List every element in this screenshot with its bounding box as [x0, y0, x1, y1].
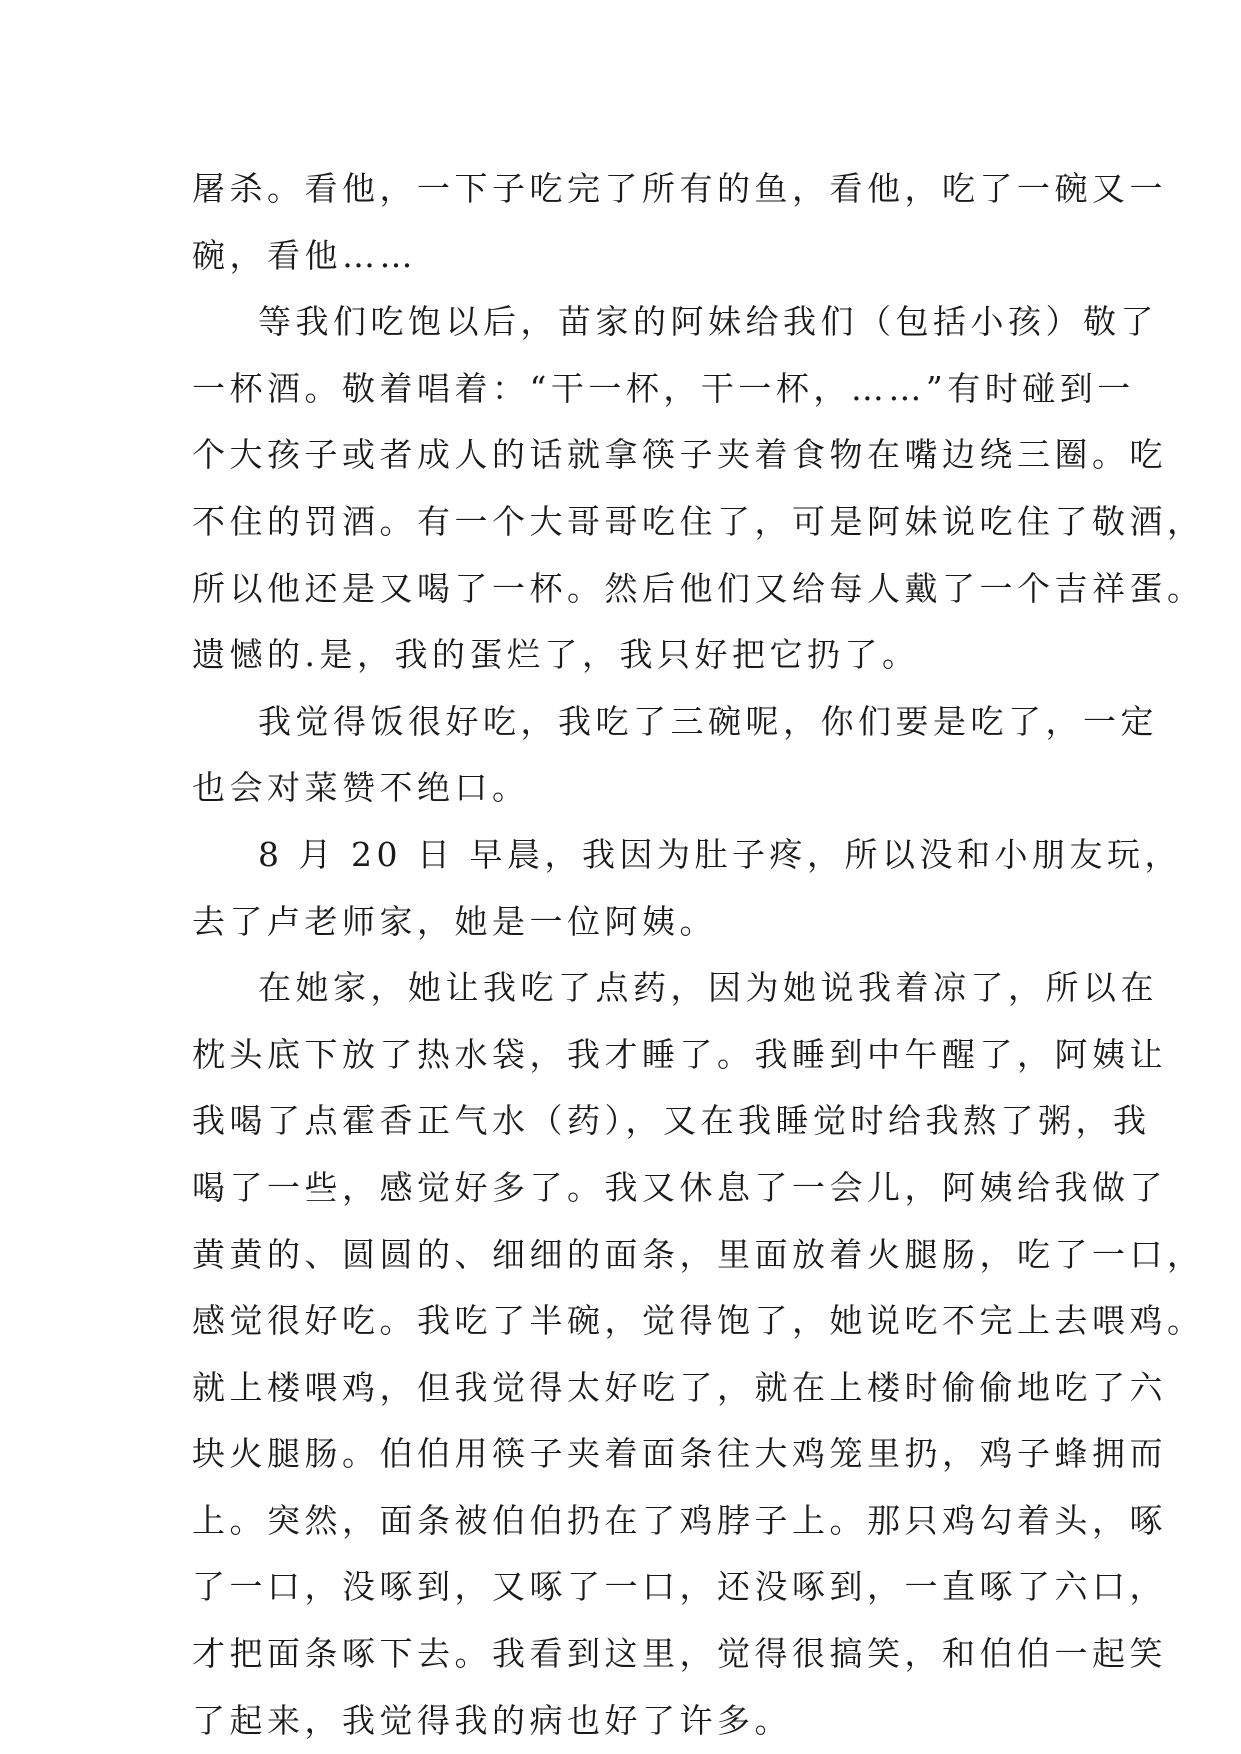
text-line: 等我们吃饱以后，苗家的阿妹给我们（包括小孩）敬了 [258, 302, 1158, 342]
text-line: 个大孩子或者成人的话就拿筷子夹着食物在嘴边绕三圈。吃 [192, 435, 1167, 475]
text-line: 就上楼喂鸡，但我觉得太好吃了，就在上楼时偷偷地吃了六 [192, 1367, 1167, 1407]
text-line: 黄黄的、圆圆的、细细的面条，里面放着火腿肠，吃了一口， [192, 1234, 1205, 1274]
text-line: 不住的罚酒。有一个大哥哥吃住了，可是阿妹说吃住了敬酒， [192, 501, 1205, 541]
text-line: 遗憾的.是，我的蛋烂了，我只好把它扔了。 [192, 635, 920, 675]
text-line: 我喝了点霍香正气水（药），又在我睡觉时给我熬了粥，我 [192, 1101, 1151, 1141]
text-line: 碗，看他…… [192, 235, 417, 275]
text-line: 在她家，她让我吃了点药，因为她说我着凉了，所以在 [258, 968, 1158, 1008]
text-line: 8 月 20 日 早晨，我因为肚子疼，所以没和小朋友玩， [258, 834, 1182, 874]
text-line: 上。突然，面条被伯伯扔在了鸡脖子上。那只鸡勾着头，啄 [192, 1500, 1167, 1540]
text-line: 屠杀。看他，一下子吃完了所有的鱼，看他，吃了一碗又一 [192, 169, 1167, 208]
text-line: 也会对菜赞不绝口。 [192, 768, 530, 808]
text-line: 一杯酒。敬着唱着：“干一杯，干一杯，……”有时碰到一 [192, 368, 1135, 408]
text-line: 枕头底下放了热水袋，我才睡了。我睡到中午醒了，阿姨让 [192, 1034, 1167, 1074]
text-line: 才把面条啄下去。我看到这里，觉得很搞笑，和伯伯一起笑 [192, 1634, 1167, 1674]
text-line: 我觉得饭很好吃，我吃了三碗呢，你们要是吃了，一定 [258, 701, 1158, 741]
text-line: 喝了一些，感觉好多了。我又休息了一会儿，阿姨给我做了 [192, 1167, 1167, 1207]
document-body [192, 156, 1205, 1754]
text-line: 块火腿肠。伯伯用筷子夹着面条往大鸡笼里扔，鸡子蜂拥而 [192, 1434, 1167, 1474]
text-line: 去了卢老师家，她是一位阿姨。 [192, 901, 717, 941]
text-line: 了起来，我觉得我的病也好了许多。 [192, 1700, 792, 1740]
text-line: 感觉很好吃。我吃了半碗，觉得饱了，她说吃不完上去喂鸡。 [192, 1301, 1205, 1341]
text-line: 了一口，没啄到，又啄了一口，还没啄到，一直啄了六口， [192, 1567, 1167, 1607]
text-line: 所以他还是又喝了一杯。然后他们又给每人戴了一个吉祥蛋。 [192, 568, 1205, 608]
